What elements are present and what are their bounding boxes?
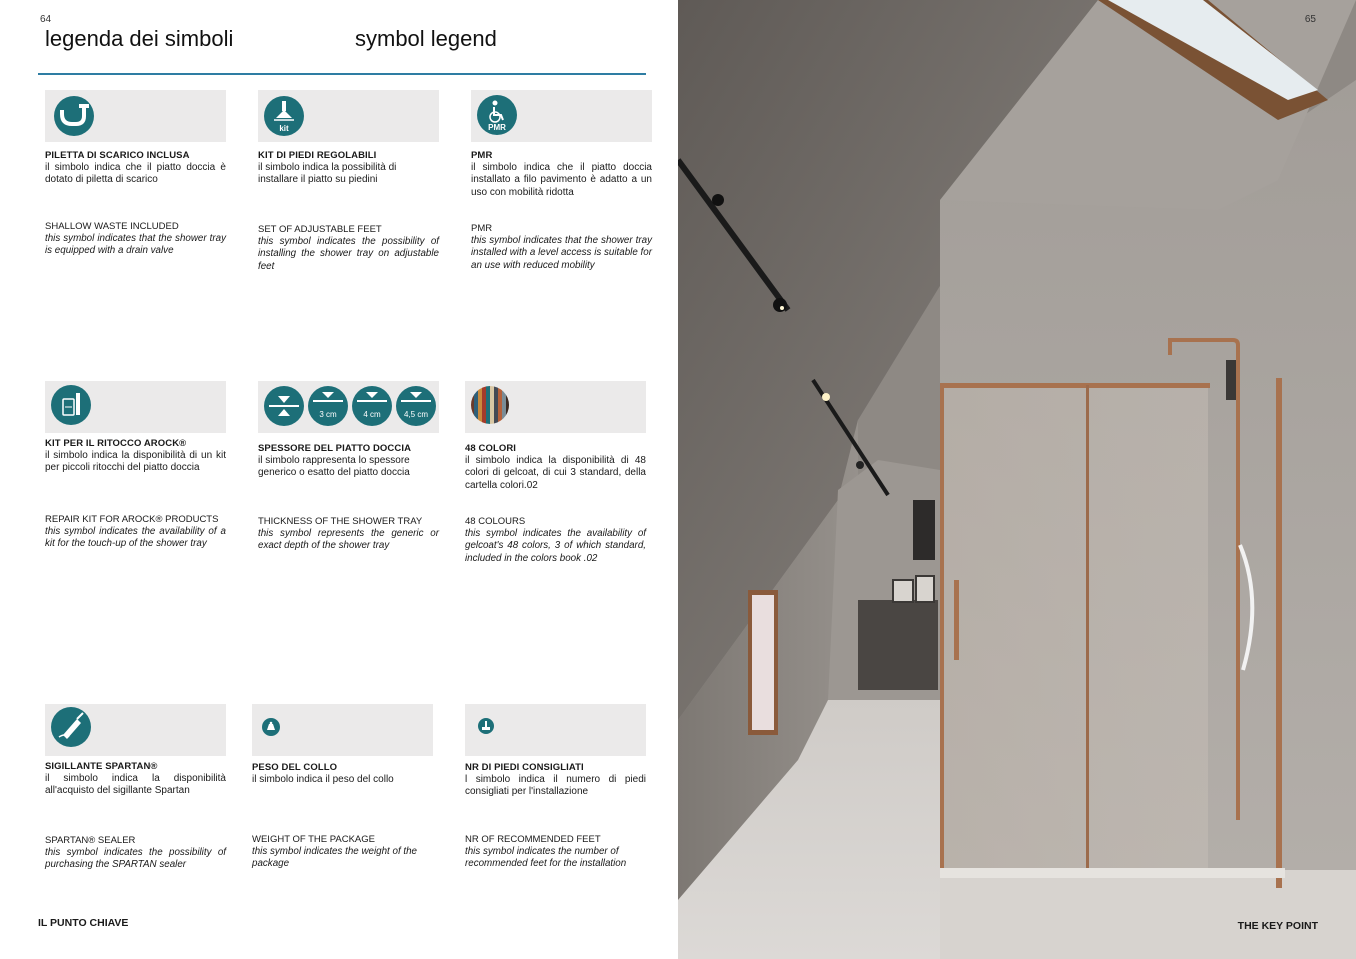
icon-box [471,90,652,142]
card-title: KIT DI PIEDI REGOLABILI [258,150,377,161]
card-title-english: THICKNESS OF THE SHOWER TRAY [258,516,423,527]
card-title-english: SPARTAN® SEALER [45,835,136,846]
svg-text:kit: kit [279,124,289,133]
icon-box [45,704,226,756]
page-title-english: symbol legend [355,26,497,51]
icon-box [465,381,646,433]
card-title: PESO DEL COLLO [252,762,338,773]
svg-text:3 cm: 3 cm [319,410,337,419]
card-text-english: this symbol indicates the number of recommended feet for the installation [465,846,627,870]
card-title-english: WEIGHT OF THE PACKAGE [252,834,375,845]
card-text-english: this symbol indicates that the shower tray installed with a level access is suitable for an use with reduced mobility [471,235,652,271]
icon-box [258,90,439,142]
svg-text:4,5 cm: 4,5 cm [403,410,429,419]
card-text-italian: il simbolo indica la possibilità di installare il piatto su piedini [258,162,397,186]
card-text-italian: il simbolo indica la disponibilità all'acquisto del sigillante Spartan [45,773,226,797]
bathroom-photo [678,0,1356,959]
card-title-english: PMR [471,223,493,234]
svg-text:PMR: PMR [488,123,506,132]
card-text-english: this symbol represents the generic or exact depth of the shower tray [258,528,439,552]
card-title-english: REPAIR KIT FOR AROCK® PRODUCTS [45,514,219,525]
package-weight-icon [262,718,280,736]
card-text-italian: il simbolo indica che il piatto doccia è dotato di piletta di scarico [45,162,226,186]
card-text-italian: il simbolo indica la disponibilità di un kit per piccoli ritocchi del piatto doccia [45,450,226,474]
feet-number-icon [478,718,494,734]
repair-kit-icon [51,385,91,425]
card-title: KIT PER IL RITOCCO AROCK® [45,438,187,449]
card-text-english: this symbol indicates the availability of gelcoat's 48 colors, 3 of which standard, included in the colors book .02 [465,528,646,564]
card-text-english: this symbol indicates the possibility of purchasing the SPARTAN sealer [45,847,226,871]
adjustable-feet-icon [264,96,304,136]
icon-box [45,381,226,433]
wheelchair-icon [477,95,517,135]
right-page-photo [678,0,1356,959]
page-title-italian: legenda dei simboli [45,26,234,51]
tray-thickness-icon [263,384,439,428]
card-text-english: this symbol indicates the possibility of installing the shower tray on adjustable feet [258,236,439,272]
icon-box [252,704,433,756]
card-title-english: SET OF ADJUSTABLE FEET [258,224,382,235]
card-title: PMR [471,150,493,161]
footer-brand-english: THE KEY POINT [1237,920,1318,932]
card-title: PILETTA DI SCARICO INCLUSA [45,150,190,161]
color-swatch-icon [470,385,510,425]
page-number-right: 65 [1304,14,1316,25]
card-title: 48 COLORI [465,443,517,454]
card-title: NR DI PIEDI CONSIGLIATI [465,762,584,773]
card-title-english: SHALLOW WASTE INCLUDED [45,221,179,232]
icon-box [45,90,226,142]
drain-trap-icon [54,96,94,136]
sealant-icon [51,707,91,747]
card-text-italian: il simbolo indica il peso del collo [252,774,394,785]
card-text-english: this symbol indicates that the shower tray is equipped with a drain valve [45,233,226,257]
icon-box [258,381,439,433]
card-text-english: this symbol indicates the availability of a kit for the touch-up of the shower tray [45,526,226,550]
card-title-english: NR OF RECOMMENDED FEET [465,834,601,845]
card-text-italian: il simbolo indica che il piatto doccia installato a filo pavimento è adatto a un uso con mobilità ridotta [471,162,652,198]
page-number-left: 64 [40,14,52,25]
svg-text:4 cm: 4 cm [363,410,381,419]
footer-brand-italian: IL PUNTO CHIAVE [38,917,129,929]
card-text-italian: l simbolo indica il numero di piedi consigliati per l'installazione [465,774,646,798]
card-text-italian: il simbolo indica la disponibilità di 48 colori di gelcoat, di cui 3 standard, della cartella colori.02 [465,455,646,491]
card-text-english: this symbol indicates the weight of the package [252,846,418,870]
card-title: SIGILLANTE SPARTAN® [45,761,158,772]
title-divider [38,73,646,75]
icon-box [465,704,646,756]
card-title: SPESSORE DEL PIATTO DOCCIA [258,443,412,454]
card-text-italian: il simbolo rappresenta lo spessore generico o esatto del piatto doccia [258,455,410,479]
card-title-english: 48 COLOURS [465,516,526,527]
